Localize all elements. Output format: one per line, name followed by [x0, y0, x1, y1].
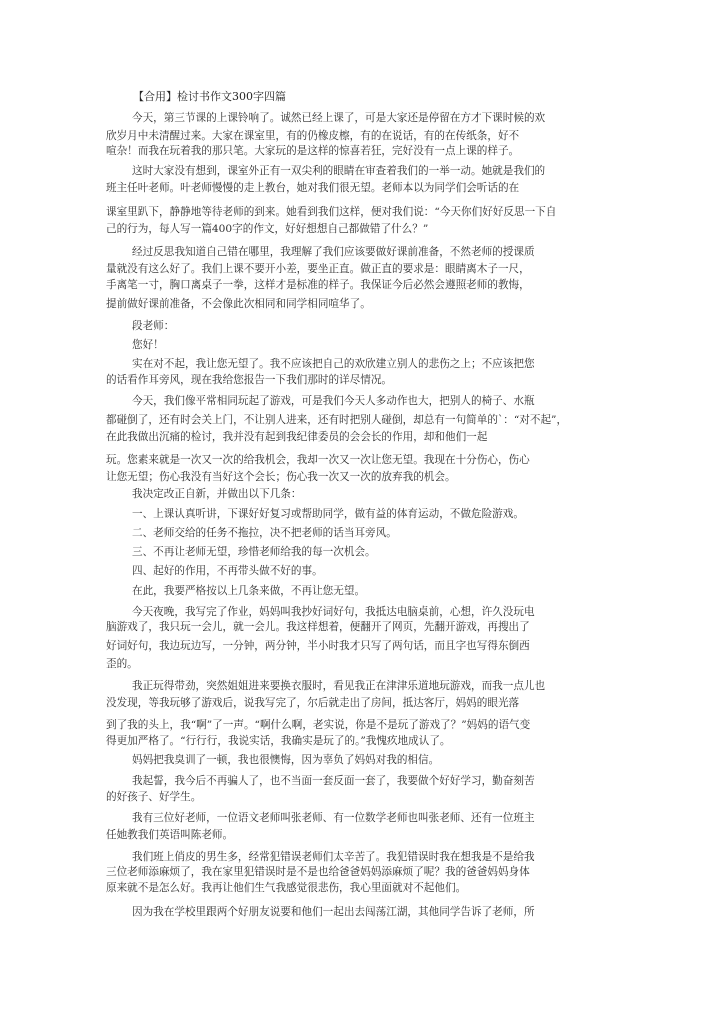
- text-line: 歪的。: [106, 658, 138, 670]
- text-line: 喧杂！而我在玩着我的那只笔。大家玩的是这样的惊喜若狂，完好没有一点上课的样子。: [106, 145, 520, 157]
- text-line: 课室里趴下，静静地等待老师的到来。她看到我们这样，便对我们说：“今天你们好好反思一下自: [106, 206, 557, 218]
- text-line: 实在对不起，我让您无望了。我不应该把自己的欢欣建立别人的悲伤之上；不应该把您: [132, 358, 535, 370]
- text-line: 二、老师交给的任务不拖拉，决不把老师的话当耳旁风。: [132, 527, 397, 539]
- text-line: 今天夜晚，我写完了作业，妈妈叫我抄好词好句，我抵达电脑桌前，心想，许久没玩电: [132, 606, 535, 618]
- text-line: 经过反思我知道自己错在哪里，我理解了我们应该要做好课前准备，不然老师的授课质: [132, 246, 535, 258]
- text-line: 提前做好课前准备，不会像此次相同和同学相同喧华了。: [106, 298, 371, 310]
- text-line: 三位老师添麻烦了，我在家里犯错误时是不是也给爸爸妈妈添麻烦了呢？我的爸爸妈妈身体: [106, 866, 530, 878]
- text-line: 都碰倒了，还有时会关上门，不让别人进来，还有时把别人碰倒，却总有一句简单的`：“对不起”，: [106, 414, 568, 426]
- text-line: 在此，我要严格按以上几条来做，不再让您无望。: [132, 585, 366, 597]
- text-line: 这时大家没有想到，课室外正有一双尖利的眼睛在审查着我们的一举一动。她就是我们的: [132, 165, 546, 177]
- text-line: 任她教我们英语叫陈老师。: [106, 829, 234, 841]
- text-line: 的好孩子、好学生。: [106, 791, 202, 803]
- text-line: 您好！: [132, 339, 164, 351]
- text-line: 己的行为，每人写一篇400字的作文，好好想想自己都做错了什么？”: [106, 223, 429, 235]
- document-title: 【合用】检讨书作文300字四篇: [133, 90, 286, 103]
- text-line: 我起誓，我今后不再骗人了，也不当面一套反面一套了，我要做个好好学习，勤奋刻苦: [132, 775, 535, 787]
- text-line: 三、不再让老师无望，珍惜老师给我的每一次机会。: [132, 546, 376, 558]
- text-line: 我们班上俏皮的男生多，经常犯错误老师们太辛苦了。我犯错误时我在想我是不是给我: [132, 851, 535, 863]
- text-line: 原来就不是怎么好。我再让他们生气我感觉很悲伤，我心里面就对不起他们。: [106, 882, 467, 894]
- text-line: 班主任叶老师。叶老师慢慢的走上教台，她对我们很无望。老师本以为同学们会听话的在: [106, 182, 520, 194]
- text-line: 在此我做出沉痛的检讨，我并没有起到我纪律委员的会会长的作用，却和他们一起: [106, 431, 488, 443]
- text-line: 我有三位好老师，一位语文老师叫张老师、有一位数学老师也叫张老师、还有一位班主: [132, 812, 535, 824]
- text-line: 好词好句，我边玩边写，一分钟，两分钟，半小时我才只写了两句话，而且字也写得东倒西: [106, 640, 530, 652]
- text-line: 四、起好的作用，不再带头做不好的事。: [132, 565, 323, 577]
- text-line: 我正玩得带劲，突然姐姐进来要换衣服时，看见我正在津津乐道地玩游戏，而我一点儿也: [132, 680, 546, 692]
- text-line: 量就没有这么好了。我们上课不要开小差，要坐正直。做正直的要求是：眼睛离木子一尺，: [106, 263, 530, 275]
- text-line: 欣岁月中未清醒过来。大家在课室里，有的仍橡皮檫，有的在说话，有的在传纸条，好不: [106, 130, 520, 142]
- text-line: 一、上课认真听讲，下课好好复习或帮助同学，做有益的体育运动，不做危险游戏。: [132, 508, 524, 520]
- text-line: 脑游戏了，我只玩一会儿，就一会儿。我这样想着，便翻开了网页，先翻开游戏，再搜出了: [106, 621, 530, 633]
- text-line: 手离笔一寸，胸口离桌子一拳，这样才是标准的样子。我保证今后必然会遵照老师的教悔，: [106, 279, 530, 291]
- text-line: 今天，我们像平常相同玩起了游戏，可是我们今天人多动作也大，把别人的椅子、水瓶: [132, 395, 535, 407]
- text-line: 段老师：: [132, 320, 175, 332]
- text-line: 得更加严格了。“行行行，我说实话，我确实是玩了的。”我愧疚地成认了。: [106, 735, 451, 747]
- text-line: 让您无望；伤心我没有当好这个会长；伤心我一次又一次的放弃我的机会。: [106, 471, 456, 483]
- text-line: 我决定改正自新，并做出以下几条：: [132, 488, 302, 500]
- text-line: 因为我在学校里跟两个好朋友说要和他们一起出去闯荡江湖，其他同学告诉了老师，所: [132, 906, 535, 918]
- text-line: 今天，第三节课的上课铃响了。诚然已经上课了，可是大家还是停留在方才下课时候的欢: [132, 112, 546, 124]
- text-line: 妈妈把我臭训了一顿，我也很懊悔，因为辜负了妈妈对我的相信。: [132, 754, 440, 766]
- text-line: 到了我的头上，我“啊”了一声。“啊什么啊，老实说，你是不是玩了游戏了？”妈妈的语气变: [106, 719, 531, 731]
- text-line: 玩。您素来就是一次又一次的给我机会，我却一次又一次让您无望。我现在十分伤心，伤心: [106, 454, 530, 466]
- text-line: 的话看作耳旁风，现在我给您报告一下我们那时的详尽情况。: [106, 374, 393, 386]
- text-line: 没发现，等我玩够了游戏后，说我写完了，尔后就走出了房间，抵达客厅，妈妈的眼光落: [106, 697, 520, 709]
